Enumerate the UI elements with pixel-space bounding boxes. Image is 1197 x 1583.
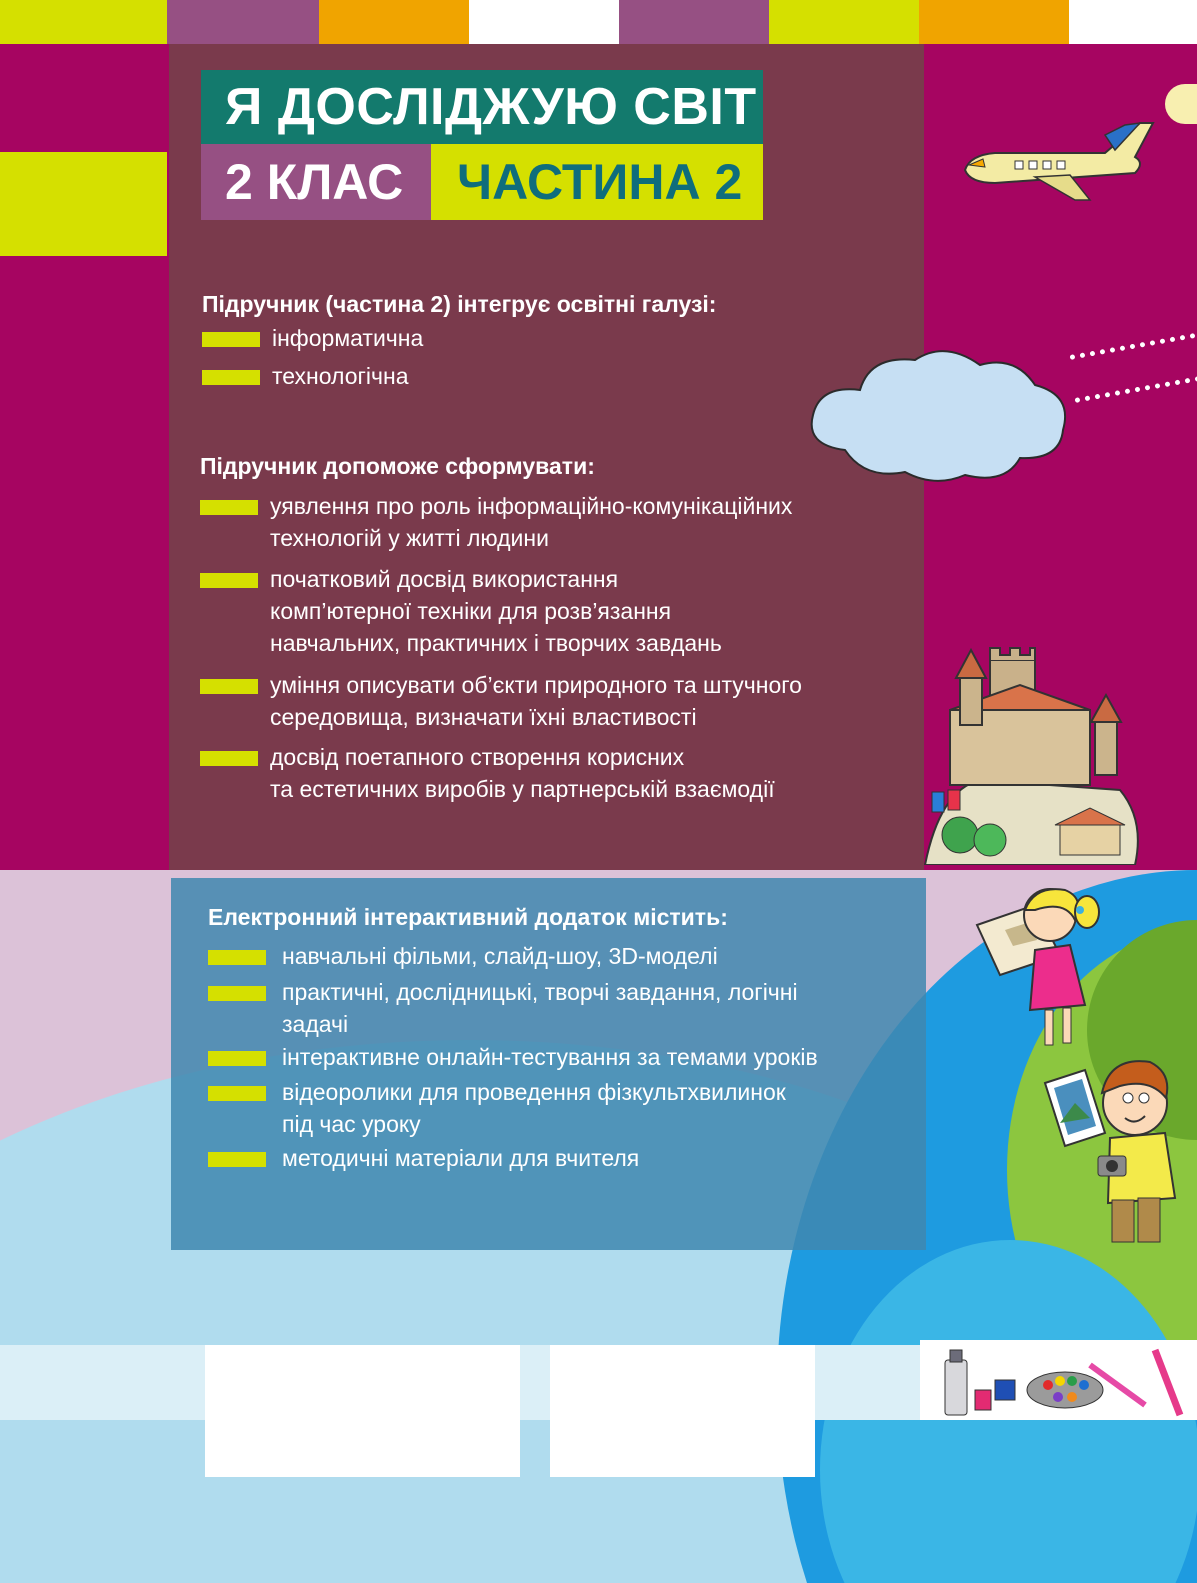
book-title: Я ДОСЛІДЖУЮ СВІТ — [201, 70, 763, 144]
lime-square — [0, 152, 167, 256]
list-item-text: методичні матеріали для вчителя — [282, 1145, 640, 1171]
list-item — [202, 322, 902, 356]
supplement-heading: Електронний інтерактивний додаток містить: — [208, 904, 728, 930]
bullet-bar — [208, 1051, 266, 1066]
list-item — [200, 741, 920, 807]
list-item-text: досвід поетапного створення корисних та естетичних виробів у партнерській взаємодії — [270, 744, 775, 802]
color-strip-purple — [167, 0, 319, 44]
bullet-bar — [200, 500, 258, 515]
list-item-text: інтерактивне онлайн-тестування за темами уроків — [282, 1044, 818, 1070]
art-supplies-icon — [940, 1345, 1197, 1420]
color-strip-purple-2 — [619, 0, 769, 44]
girl-with-map-icon — [975, 880, 1115, 1055]
bullet-bar — [200, 573, 258, 588]
grade-label: 2 КЛАС — [201, 144, 431, 220]
list-item — [208, 1076, 918, 1142]
list-item — [208, 1041, 918, 1075]
cloud-icon — [805, 340, 1075, 490]
color-strip-white — [469, 0, 619, 44]
color-strip-lime-2 — [769, 0, 919, 44]
white-box-left — [205, 1345, 520, 1477]
white-box-right — [550, 1345, 815, 1477]
list-item — [208, 976, 918, 1042]
part-label: ЧАСТИНА 2 — [431, 144, 763, 220]
sun-icon — [1165, 84, 1197, 124]
bullet-bar — [202, 370, 260, 385]
bullet-bar — [208, 986, 266, 1001]
color-strip-orange-2 — [919, 0, 1069, 44]
list-item-text: практичні, дослідницькі, творчі завдання, логічні задачі — [282, 979, 798, 1037]
list-item — [202, 360, 902, 394]
color-strip-lime — [0, 0, 167, 44]
list-item — [200, 563, 900, 661]
list-item — [200, 490, 900, 556]
bullet-bar — [202, 332, 260, 347]
list-item-text: технологічна — [272, 363, 409, 389]
color-strip-orange — [319, 0, 469, 44]
list-item — [208, 940, 908, 974]
airplane-icon — [955, 115, 1160, 205]
integrates-heading: Підручник (частина 2) інтегрує освітні галузі: — [202, 291, 717, 317]
list-item — [208, 1142, 918, 1176]
list-item-text: уміння описувати об’єкти природного та штучного середовища, визначати їхні властивості — [270, 672, 802, 730]
list-item-text: початковий досвід використання комп’ютерної техніки для розв’язання навчальних, практичних і творчих завдань — [270, 566, 722, 656]
list-item-text: інформатична — [272, 325, 424, 351]
bullet-bar — [208, 950, 266, 965]
list-item — [200, 669, 920, 735]
forms-heading: Підручник допоможе сформувати: — [200, 453, 595, 479]
list-item-text: навчальні фільми, слайд-шоу, 3D-моделі — [282, 943, 718, 969]
boy-with-camera-icon — [1040, 1048, 1190, 1248]
color-strip-white-2 — [1069, 0, 1197, 44]
list-item-text: уявлення про роль інформаційно-комунікаційних технологій у житті людини — [270, 493, 793, 551]
castle-icon — [920, 640, 1150, 865]
bullet-bar — [208, 1152, 266, 1167]
bullet-bar — [208, 1086, 266, 1101]
bullet-bar — [200, 679, 258, 694]
bullet-bar — [200, 751, 258, 766]
list-item-text: відеоролики для проведення фізкультхвилинок під час уроку — [282, 1079, 786, 1137]
